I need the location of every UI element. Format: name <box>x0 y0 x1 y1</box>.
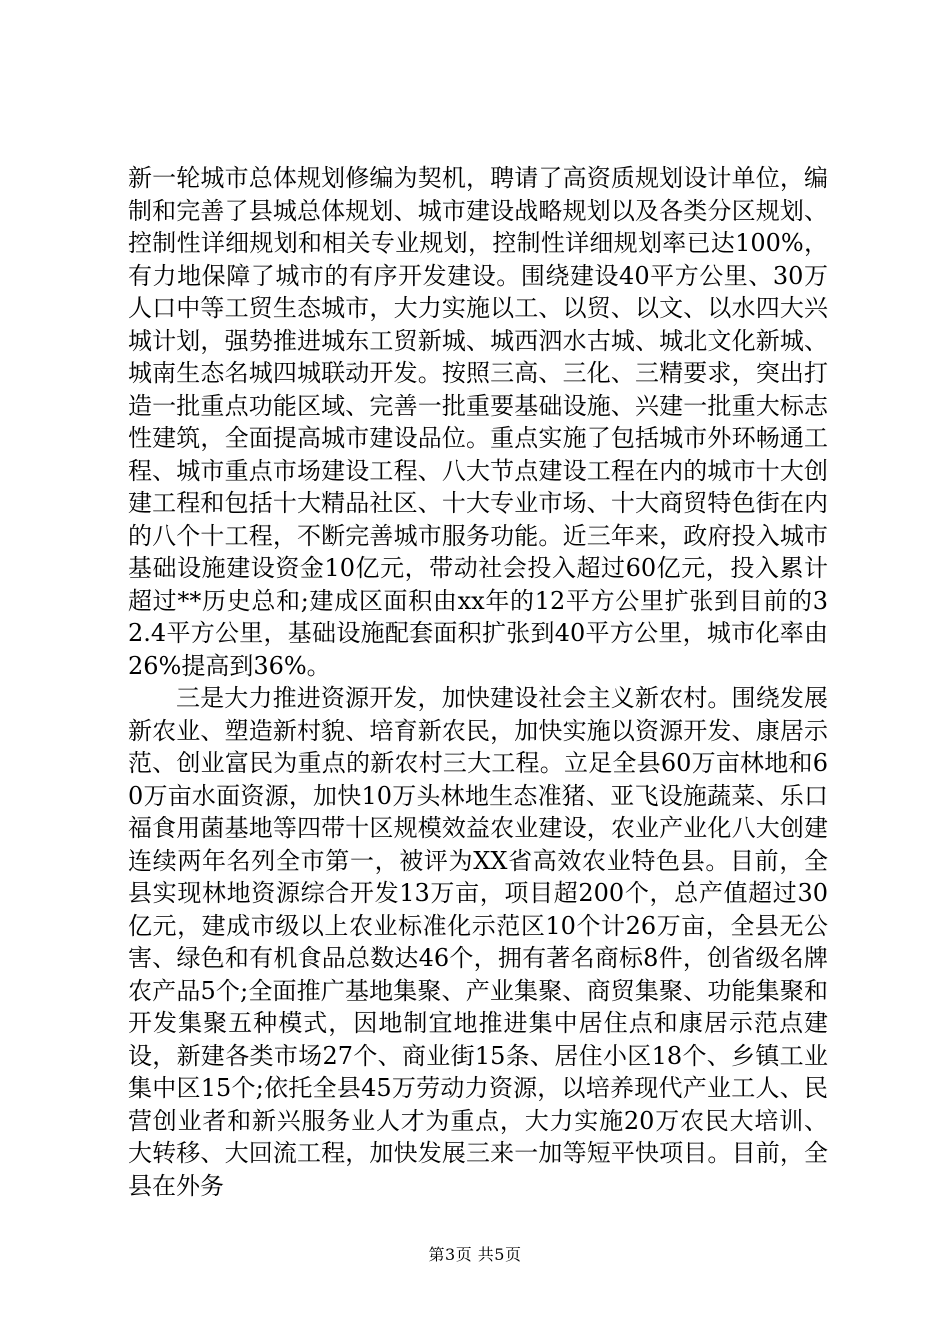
body-paragraph-2: 三是大力推进资源开发，加快建设社会主义新农村。围绕发展新农业、塑造新村貌、培育新农民，加快实施以资源开发、康居示范、创业富民为重点的新农村三大工程。立足全县60万亩林地和60万亩水面资源，加快10万头林地生态准猪、亚飞设施蔬菜、乐口福食用菌基地等四带十区规模效益农业建设，农业产业化八大创建连续两年名列全市第一，被评为XX省高效农业特色县。目前，全县实现林地资源综合开发13万亩，项目超200个，总产值超过30亿元，建成市级以上农业标准化示范区10个计26万亩，全县无公害、绿色和有机食品总数达46个，拥有著名商标8件，创省级名牌农产品5个;全面推广基地集聚、产业集聚、商贸集聚、功能集聚和开发集聚五种模式，因地制宜地推进集中居住点和康居示范点建设，新建各类市场27个、商业街15条、居住小区18个、乡镇工业集中区15个;依托全县45万劳动力资源，以培养现代产业工人、民营创业者和新兴服务业人才为重点，大力实施20万农民大培训、大转移、大回流工程，加快发展三来一加等短平快项目。目前，全县在外务 <box>128 684 828 1200</box>
page-number: 第3页 共5页 <box>428 1245 522 1264</box>
page-footer <box>0 1245 950 1265</box>
document-body <box>128 162 828 1202</box>
body-paragraph-1: 新一轮城市总体规划修编为契机，聘请了高资质规划设计单位，编制和完善了县城总体规划、城市建设战略规划以及各类分区规划、控制性详细规划和相关专业规划，控制性详细规划率已达100%，有力地保障了城市的有序开发建设。围绕建设40平方公里、30万人口中等工贸生态城市，大力实施以工、以贸、以文、以水四大兴城计划，强势推进城东工贸新城、城西泗水古城、城北文化新城、城南生态名城四城联动开发。按照三高、三化、三精要求，突出打造一批重点功能区域、完善一批重要基础设施、兴建一批重大标志性建筑，全面提高城市建设品位。重点实施了包括城市外环畅通工程、城市重点市场建设工程、八大节点建设工程在内的城市十大创建工程和包括十大精品社区、十大专业市场、十大商贸特色街在内的八个十工程，不断完善城市服务功能。近三年来，政府投入城市基础设施建设资金10亿元，带动社会投入超过60亿元，投入累计超过**历史总和;建成区面积由xx年的12平方公里扩张到目前的32.4平方公里，基础设施配套面积扩张到40平方公里，城市化率由26%提高到36%。 <box>128 164 828 680</box>
